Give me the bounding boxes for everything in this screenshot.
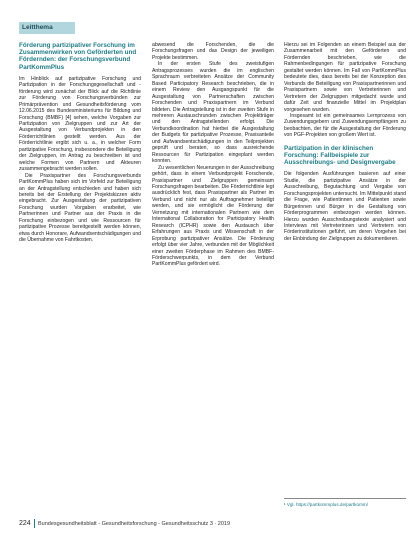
footer-divider	[34, 519, 35, 528]
paragraph: In der ersten Stufe des zweistufigen Antragsprozesses wurden die im englischen Sprachraum verbreiteten Ansätze der Community Based Participatory Research beschrieben, die in einem Review den Ausgangspunkt für die Ausgestaltung von Partnerschaften zwischen Forschenden und Praxispartnern im Verbund bildeten. Die Antragstellung ist in der zweiten Stufe in mehreren Austauschrunden zwischen Projektträger und den Antragstellenden erfolgt. Die Verbundkoordination hat hierbei die Ausgestaltung der Budgets für partizipative Prozesse, Praxisanteile und Aufwandsentschädigungen in den Teilprojekten geprüft und beraten, so dass ausreichende Ressourcen für Partizipation eingeplant werden konnten.	[152, 61, 274, 165]
section-tag: Leitthema	[19, 22, 75, 34]
paragraph: Die folgenden Ausführungen basieren auf einer Studie, die partizipative Ansätze in der Ausschreibung, Begutachtung und Vergabe von Forschungsprojekten untersucht. Im Mittelpunkt stand die Frage, wie Patientinnen und Patienten sowie Bürgerinnen und Bürger in die Gestaltung von Förderprogrammen einbezogen werden können. Hierzu wurden Ausschreibungstexte analysiert und Interviews mit Vertreterinnen und Vertretern von Förderinstitutionen geführt, um deren Vorgehen bei der Einbindung der Zielgruppen zu dokumentieren.	[284, 171, 406, 242]
paragraph: Insgesamt ist ein gemeinsames Lernprozess von Zuwendungsgebern und Zuwendungsempfängern zu beobachten, der für die Ausgestaltung der Förderung von PGF-Projekten von großem Wert ist.	[284, 112, 406, 139]
journal-title: Bundesgesundheitsblatt - Gesundheitsforschung - Gesundheitsschutz 3 · 2019	[38, 521, 231, 527]
footnote-link[interactable]: Vgl. https://partkommplus.de/partkomm/	[286, 502, 368, 507]
page-number: 224	[19, 520, 31, 527]
paragraph: abwesend die Forschenden, die die Forschungsfragen und das Design der jeweiligen Projekte bestimmen.	[152, 42, 274, 61]
text-column-left	[19, 42, 141, 244]
paragraph: Zu wesentlichen Neuerungen in der Ausschreibung gehört, dass in einem Verbundprojekt Forschende, Praxispartner und Zielgruppen gemeinsam Forschungsfragen bearbeiten. Die Förderrichtlinie legt ausdrücklich fest, dass Praxispartner als Partner im Verbund und nicht nur als Auftragnehmer beteiligt werden, und sie ermöglicht die Förderung der Vernetzung mit internationalen Partnern wie dem International Collaboration for Participatory Health Research (ICPHR) sowie den Austausch über Erfahrungen aus Praxis und Wissenschaft in der Erprobung partizipativer Ansätze. Die Förderung erfolgt über vier Jahre, verbunden mit der Möglichkeit einer zweiten Förderphase im Rahmen des BMBF-Förderschwerpunkts, in dem der Verbund PartKommPlus gefördert wird.	[152, 164, 274, 268]
text-column-middle	[152, 42, 274, 268]
footnote	[284, 498, 406, 508]
text-column-right	[284, 42, 406, 242]
paragraph: Hierzu sei im Folgenden an einem Beispiel aus der Zusammenarbeit mit den Geförderten und Fördernden beschrieben, wie die Rahmenbedingungen für partizipative Forschung gestaltet werden können. Im Fall von PartKommPlus bedeutete dies, dass bereits bei der Konzeption des Verbunds die Beteiligung von Praxispartnerinnen und Praxispartnern sowie von Vertreterinnen und Vertretern der Zielgruppen mitgedacht wurde und dafür Zeit und finanzielle Mittel im Projektplan vorgesehen wurden.	[284, 42, 406, 113]
section-heading: Partizipation in der klinischen Forschung: Fallbeispiele zur Ausschreibungs- und Designvergabe	[284, 144, 396, 167]
paragraph: Im Hinblick auf partizipative Forschung und Partizipation in der Forschungsgesellschaft und -förderung wird zunächst der Blick auf die Richtlinie zur Förderung von Forschungsverbünden zur Primärprävention und Gesundheitsförderung vom 12.06.2015 des Bundesministeriums für Bildung und Forschung (BMBF) [4] sehen, welche Vorgaben zur Partizipation von Zielgruppen und zur Art der Ausgestaltung von Verbundprojekten in den Förderrichtlinien gestellt werden. Aus der Förderrichtlinie ergibt sich u. a., in welcher Form partizipative Forschung, insbesondere die Beteiligung der Zielgruppen, im Antrag zu beschreiben ist und welche Formen von Partnern und Akteuren zusammengebracht werden sollen.	[19, 75, 141, 173]
section-heading: Förderung partizipativer Forschung im Zusammenwirken von Geförderten und Fördernden: der Forschungsverbund PartKommPlus	[19, 42, 137, 71]
footnote-number: ¹	[284, 502, 286, 507]
page-footer	[0, 518, 413, 534]
paragraph: Die Praxispartner des Forschungsverbunds PartKommPlus haben sich im Vorfeld zur Beteiligung an der Antragstellung entschieden und haben sich bereits bei der Erstellung der Projektskizzen aktiv eingebracht. Zur Ausgestaltung der partizipativen Forschung wurden Vorgaben erarbeitet, wie Partnerinnen und Partner aus der Praxis in die Forschung einbezogen und wie Ressourcen für partizipative Prozesse bereitgestellt werden können, etwa durch Honorare, Aufwandsentschädigungen und die Übernahme von Fahrtkosten.	[19, 172, 141, 244]
